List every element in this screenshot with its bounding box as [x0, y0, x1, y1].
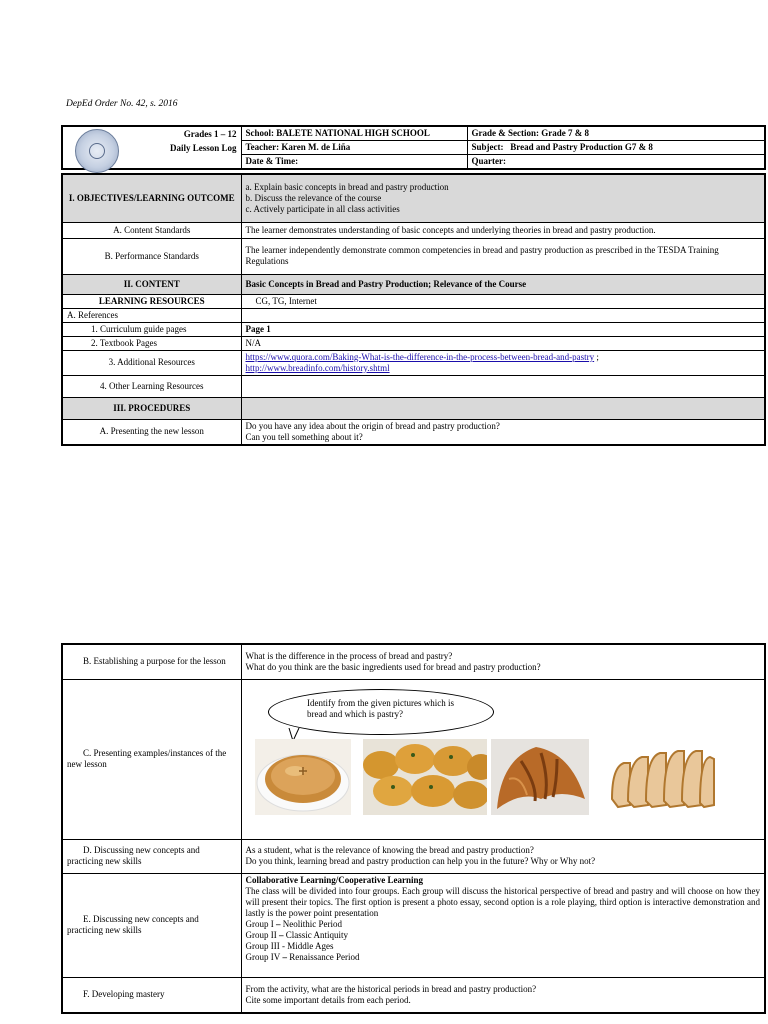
- lesson-table: [61, 173, 766, 446]
- content-standards-label: A. Content Standards: [62, 222, 241, 238]
- performance-standards-text: The learner independently demonstrate common competencies in bread and pastry production as prescribed in the TESDA Training Regulations: [241, 238, 765, 274]
- deped-order: DepEd Order No. 42, s. 2016: [66, 99, 178, 109]
- objectives-list: a. Explain basic concepts in bread and pastry production b. Discuss the relevance of the course c. Actively participate in all class activities: [241, 174, 765, 222]
- textbook-pages-label: 2. Textbook Pages: [62, 336, 241, 350]
- curriculum-guide-pages: Page 1: [241, 322, 765, 336]
- additional-resources-label: 3. Additional Resources: [62, 350, 241, 375]
- content-text: Basic Concepts in Bread and Pastry Production; Relevance of the Course: [241, 274, 765, 294]
- other-resources-label: 4. Other Learning Resources: [62, 375, 241, 397]
- pie-image: [255, 739, 351, 815]
- subject-field: Subject: Bread and Pastry Production G7 & 8: [467, 141, 765, 155]
- examples-label: C. Presenting examples/instances of the new lesson: [62, 679, 241, 839]
- group-item: Group III - Middle Ages: [245, 940, 334, 951]
- procedures-label: III. PROCEDURES: [62, 397, 241, 419]
- group-item: Group I – Neolithic Period: [245, 918, 342, 929]
- breadinfo-link[interactable]: http://www.breadinfo.com/history.shtml: [245, 362, 390, 373]
- additional-resources: https://www.quora.com/Baking-What-is-the-difference-in-the-process-between-bread-and-pastry ; http://www.breadinfo.com/history.shtml: [241, 350, 765, 375]
- date-time-field: Date & Time:: [241, 155, 467, 170]
- purpose-label: B. Establishing a purpose for the lesson: [62, 644, 241, 679]
- mastery-label: F. Developing mastery: [62, 977, 241, 1013]
- quarter-field: Quarter:: [467, 155, 765, 170]
- curriculum-guide-label: 1. Curriculum guide pages: [62, 322, 241, 336]
- purpose-text: What is the difference in the process of bread and pastry? What do you think are the basic ingredients used for bread and pastry production?: [241, 644, 765, 679]
- performance-standards-label: B. Performance Standards: [62, 238, 241, 274]
- daily-lesson-log-label: Daily Lesson Log: [169, 143, 237, 153]
- objectives-label: I. OBJECTIVES/LEARNING OUTCOME: [62, 174, 241, 222]
- grade-section-field: Grade & Section: Grade 7 & 8: [467, 126, 765, 141]
- references-label: A. References: [62, 308, 241, 322]
- presenting-lesson-text: Do you have any idea about the origin of bread and pastry production? Can you tell something about it?: [241, 419, 765, 445]
- references-empty: [241, 308, 765, 322]
- mastery-text: From the activity, what are the historical periods in bread and pastry production? Cite some important details from each period.: [241, 977, 765, 1013]
- sliced-bread-image: [608, 739, 718, 815]
- school-field: School: BALETE NATIONAL HIGH SCHOOL: [241, 126, 467, 141]
- learning-resources-label: LEARNING RESOURCES: [62, 294, 241, 308]
- coop-text: The class will be divided into four groups. Each group will discuss the historical perspective of bread and pastry and will choose on how they will present their topics. The first option is present a photo essay, second option is a role playing, third option is interactive demonstration and lastly is the power point presentation: [245, 885, 760, 918]
- content-label: II. CONTENT: [62, 274, 241, 294]
- group-item: Group II – Classic Antiquity: [245, 929, 349, 940]
- content-standards-text: The learner demonstrates understanding of basic concepts and underlying theories in bread and pastry production.: [241, 222, 765, 238]
- textbook-pages: N/A: [241, 336, 765, 350]
- discussing-d-label: D. Discussing new concepts and practicing new skills: [62, 839, 241, 873]
- quora-link[interactable]: https://www.quora.com/Baking-What-is-the-difference-in-the-process-between-bread-and-pastry: [245, 351, 595, 362]
- croissant-image: [491, 739, 589, 815]
- presenting-lesson-label: A. Presenting the new lesson: [62, 419, 241, 445]
- speech-bubble: Identify from the given pictures which is bread and which is pastry?: [268, 689, 494, 735]
- coop-title: Collaborative Learning/Cooperative Learning: [245, 874, 423, 885]
- grades-label: Grades 1 – 12: [183, 129, 237, 139]
- bread-rolls-image: [363, 739, 487, 815]
- learning-resources-text: CG, TG, Internet: [241, 294, 765, 308]
- group-item: Group IV – Renaissance Period: [245, 951, 360, 962]
- discussing-e-text: [241, 873, 765, 977]
- header-table: [61, 125, 766, 170]
- procedures-empty: [241, 397, 765, 419]
- other-resources-empty: [241, 375, 765, 397]
- discussing-d-text: As a student, what is the relevance of knowing the bread and pastry production? Do you think, learning bread and pastry production can help you in the future? Why or Why not?: [241, 839, 765, 873]
- header-left-cell: [62, 126, 241, 169]
- discussing-e-label: E. Discussing new concepts and practicing new skills: [62, 873, 241, 977]
- teacher-field: Teacher: Karen M. de Liña: [241, 141, 467, 155]
- deped-seal-logo: [75, 129, 119, 173]
